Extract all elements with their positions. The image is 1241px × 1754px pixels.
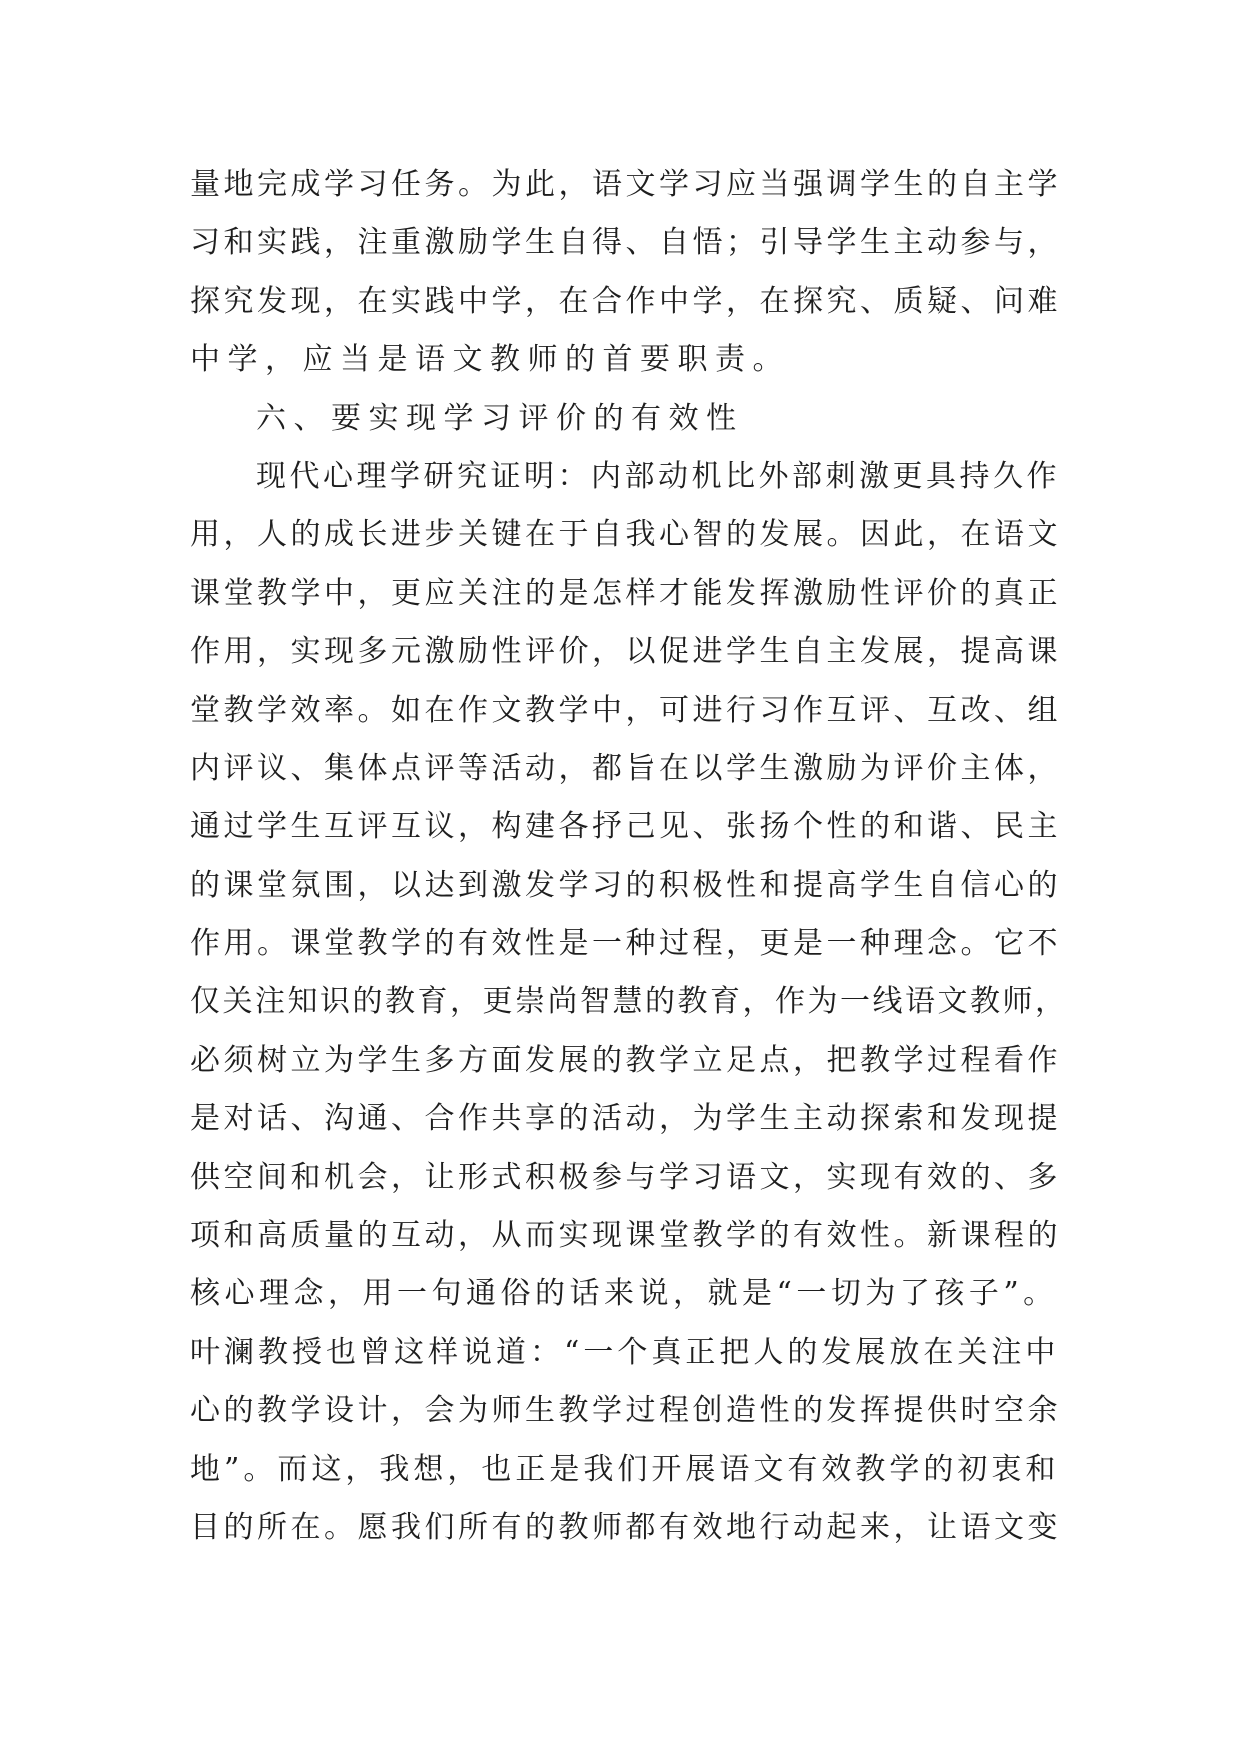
text-line: 作用。课堂教学的有效性是一种过程，更是一种理念。它不 (190, 926, 1061, 962)
text-line: 量地完成学习任务。为此，语文学习应当强调学生的自主学 (190, 167, 1061, 202)
body-text (190, 156, 1070, 1557)
text-line: 项和高质量的互动，从而实现课堂教学的有效性。新课程的 (190, 1218, 1061, 1254)
text-line: 通过学生互评互议，构建各抒己见、张扬个性的和谐、民主 (190, 809, 1061, 845)
text-line: 目的所在。愿我们所有的教师都有效地行动起来，让语文变 (190, 1509, 1061, 1545)
text-line: 用，人的成长进步关键在于自我心智的发展。因此，在语文 (190, 517, 1061, 553)
paragraph-first-line: 现代心理学研究证明：内部动机比外部刺激更具持久作 (256, 458, 1060, 494)
text-line: 叶澜教授也曾这样说道：“一个真正把人的发展放在关注中 (190, 1334, 1060, 1370)
text-line: 作用，实现多元激励性评价，以促进学生自主发展，提高课 (190, 634, 1061, 670)
text-line: 供空间和机会，让形式积极参与学习语文，实现有效的、多 (190, 1159, 1061, 1195)
text-line: 探究发现，在实践中学，在合作中学，在探究、质疑、问难 (190, 283, 1061, 319)
text-line: 习和实践，注重激励学生自得、自悟；引导学生主动参与， (190, 225, 1061, 261)
text-line: 仅关注知识的教育，更崇尚智慧的教育，作为一线语文教师， (190, 984, 1068, 1020)
text-line: 地”。而这，我想，也正是我们开展语文有效教学的初衷和 (190, 1451, 1060, 1487)
text-line: 的课堂氛围，以达到激发学习的积极性和提高学生自信心的 (190, 867, 1061, 903)
text-line: 核心理念，用一句通俗的话来说，就是“一切为了孩子”。 (190, 1276, 1058, 1312)
text-line: 内评议、集体点评等活动，都旨在以学生激励为评价主体， (190, 750, 1061, 786)
text-line: 必须树立为学生多方面发展的教学立足点，把教学过程看作 (190, 1042, 1061, 1078)
text-line: 课堂教学中，更应关注的是怎样才能发挥激励性评价的真正 (190, 575, 1061, 611)
paragraph-first-line: 六、要实现学习评价的有效性 (256, 400, 744, 436)
text-line: 心的教学设计，会为师生教学过程创造性的发挥提供时空余 (190, 1393, 1061, 1429)
text-line: 堂教学效率。如在作文教学中，可进行习作互评、互改、组 (190, 692, 1061, 728)
text-line: 中学，应当是语文教师的首要职责。 (190, 342, 790, 378)
text-line: 是对话、沟通、合作共享的活动，为学生主动探索和发现提 (190, 1101, 1061, 1137)
